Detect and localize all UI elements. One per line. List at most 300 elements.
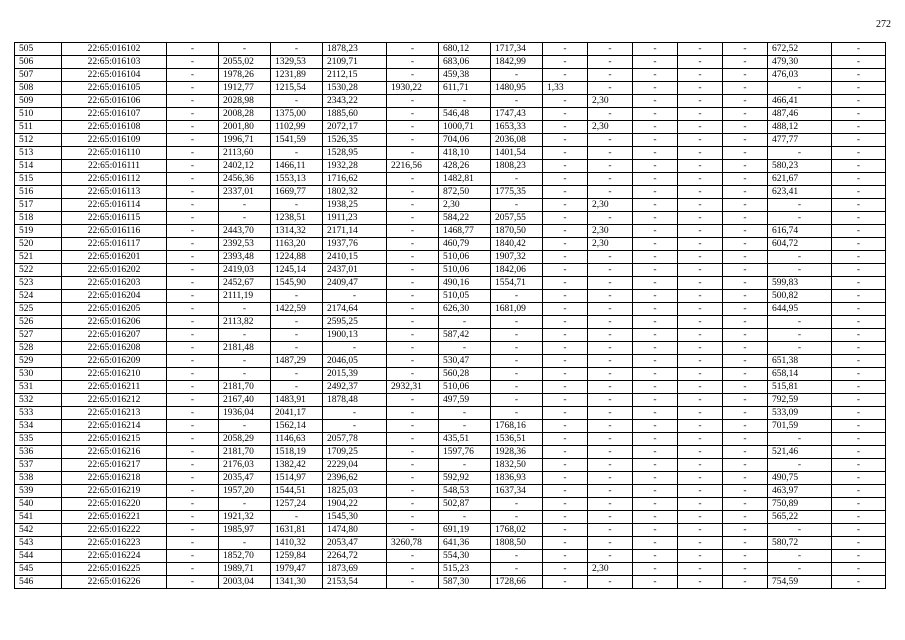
value-cell: 2036,08 [491, 134, 543, 147]
value-cell: 1979,47 [271, 563, 323, 576]
cadastral-id-cell: 22:65:016102 [62, 43, 167, 56]
cadastral-id-cell: 22:65:016106 [62, 95, 167, 108]
value-cell: - [678, 212, 723, 225]
value-cell: - [588, 264, 633, 277]
value-cell: - [723, 368, 768, 381]
value-cell: - [832, 446, 886, 459]
value-cell: - [387, 433, 439, 446]
value-cell: 1401,54 [491, 147, 543, 160]
value-cell: 463,97 [768, 485, 832, 498]
value-cell: 1930,22 [387, 82, 439, 95]
value-cell: - [678, 173, 723, 186]
value-cell: - [723, 433, 768, 446]
table-row [15, 381, 886, 394]
cadastral-id-cell: 22:65:016218 [62, 472, 167, 485]
value-cell: - [588, 186, 633, 199]
value-cell: - [543, 342, 588, 355]
value-cell: - [768, 316, 832, 329]
cadastral-id-cell: 22:65:016220 [62, 498, 167, 511]
cadastral-id-cell: 22:65:016219 [62, 485, 167, 498]
value-cell: 2111,19 [219, 290, 271, 303]
value-cell: - [723, 251, 768, 264]
value-cell: - [439, 511, 491, 524]
row-number-cell: 542 [15, 524, 62, 537]
value-cell: - [543, 121, 588, 134]
value-cell: - [491, 368, 543, 381]
value-cell: - [633, 212, 678, 225]
value-cell: - [491, 95, 543, 108]
value-cell: - [678, 446, 723, 459]
value-cell: - [167, 95, 219, 108]
value-cell: 1989,71 [219, 563, 271, 576]
value-cell: - [723, 381, 768, 394]
value-cell: - [723, 173, 768, 186]
value-cell: 599,83 [768, 277, 832, 290]
value-cell: - [723, 121, 768, 134]
value-cell: 554,30 [439, 550, 491, 563]
value-cell: - [678, 95, 723, 108]
table-row [15, 329, 886, 342]
value-cell: - [588, 511, 633, 524]
value-cell: - [633, 433, 678, 446]
value-cell: - [723, 160, 768, 173]
value-cell: 1382,42 [271, 459, 323, 472]
value-cell: 2409,47 [323, 277, 387, 290]
row-number-cell: 510 [15, 108, 62, 121]
value-cell: - [832, 459, 886, 472]
value-cell: 1928,36 [491, 446, 543, 459]
value-cell: 1146,63 [271, 433, 323, 446]
value-cell: 1709,25 [323, 446, 387, 459]
value-cell: - [543, 43, 588, 56]
value-cell: 2393,48 [219, 251, 271, 264]
table-row [15, 394, 886, 407]
value-cell: 546,48 [439, 108, 491, 121]
table-row [15, 472, 886, 485]
table-row [15, 121, 886, 134]
value-cell: 2216,56 [387, 160, 439, 173]
value-cell: 1978,26 [219, 69, 271, 82]
value-cell: - [633, 485, 678, 498]
value-cell: - [678, 342, 723, 355]
value-cell: - [832, 43, 886, 56]
value-cell: - [588, 43, 633, 56]
value-cell: - [678, 485, 723, 498]
value-cell: 1541,59 [271, 134, 323, 147]
value-cell: - [543, 433, 588, 446]
cadastral-id-cell: 22:65:016117 [62, 238, 167, 251]
value-cell: - [633, 329, 678, 342]
value-cell: - [387, 576, 439, 589]
value-cell: 1936,04 [219, 407, 271, 420]
cadastral-id-cell: 22:65:016206 [62, 316, 167, 329]
value-cell: - [832, 277, 886, 290]
value-cell: - [832, 212, 886, 225]
row-number-cell: 512 [15, 134, 62, 147]
value-cell: - [633, 225, 678, 238]
value-cell: 1985,97 [219, 524, 271, 537]
cadastral-id-cell: 22:65:016222 [62, 524, 167, 537]
cadastral-id-cell: 22:65:016210 [62, 368, 167, 381]
cadastral-id-cell: 22:65:016226 [62, 576, 167, 589]
table-row [15, 524, 886, 537]
row-number-cell: 546 [15, 576, 62, 589]
value-cell: - [633, 290, 678, 303]
value-cell: - [387, 56, 439, 69]
value-cell: - [219, 368, 271, 381]
value-cell: - [387, 472, 439, 485]
value-cell: - [633, 407, 678, 420]
value-cell: - [491, 550, 543, 563]
value-cell: 2,30 [588, 95, 633, 108]
value-cell: - [167, 342, 219, 355]
value-cell: - [723, 511, 768, 524]
value-cell: 476,03 [768, 69, 832, 82]
value-cell: - [768, 264, 832, 277]
value-cell: - [543, 524, 588, 537]
row-number-cell: 509 [15, 95, 62, 108]
value-cell: 1530,28 [323, 82, 387, 95]
value-cell: - [543, 329, 588, 342]
value-cell: - [723, 394, 768, 407]
value-cell: - [723, 277, 768, 290]
value-cell: - [167, 316, 219, 329]
value-cell: - [633, 303, 678, 316]
value-cell: 1215,54 [271, 82, 323, 95]
value-cell: - [633, 550, 678, 563]
value-cell: 497,59 [439, 394, 491, 407]
value-cell: - [633, 459, 678, 472]
value-cell: - [491, 342, 543, 355]
cadastral-id-cell: 22:65:016215 [62, 433, 167, 446]
row-number-cell: 507 [15, 69, 62, 82]
value-cell: 1832,50 [491, 459, 543, 472]
value-cell: 479,30 [768, 56, 832, 69]
cadastral-id-cell: 22:65:016221 [62, 511, 167, 524]
table-row [15, 251, 886, 264]
value-cell: 2167,40 [219, 394, 271, 407]
value-cell: - [723, 238, 768, 251]
value-cell: - [588, 82, 633, 95]
value-cell: 490,75 [768, 472, 832, 485]
value-cell: - [588, 407, 633, 420]
value-cell: - [167, 186, 219, 199]
value-cell: - [588, 459, 633, 472]
value-cell: - [723, 355, 768, 368]
cadastral-id-cell: 22:65:016207 [62, 329, 167, 342]
value-cell: - [678, 537, 723, 550]
value-cell: - [633, 121, 678, 134]
value-cell: - [543, 537, 588, 550]
value-cell: - [387, 524, 439, 537]
value-cell: - [387, 290, 439, 303]
value-cell: - [723, 199, 768, 212]
value-cell: - [167, 329, 219, 342]
value-cell: - [633, 446, 678, 459]
value-cell: - [832, 264, 886, 277]
value-cell: - [832, 69, 886, 82]
value-cell: - [588, 134, 633, 147]
value-cell: 2028,98 [219, 95, 271, 108]
value-cell: - [543, 485, 588, 498]
value-cell: 584,22 [439, 212, 491, 225]
value-cell: 500,82 [768, 290, 832, 303]
table-row [15, 173, 886, 186]
value-cell: 1483,91 [271, 394, 323, 407]
value-cell: - [633, 251, 678, 264]
value-cell: - [588, 108, 633, 121]
value-cell: - [219, 498, 271, 511]
value-cell: - [219, 537, 271, 550]
value-cell: 1314,32 [271, 225, 323, 238]
value-cell: - [167, 108, 219, 121]
value-cell: 1681,09 [491, 303, 543, 316]
value-cell: - [633, 186, 678, 199]
value-cell: - [387, 485, 439, 498]
value-cell: 1900,13 [323, 329, 387, 342]
value-cell: - [678, 186, 723, 199]
value-cell: 3260,78 [387, 537, 439, 550]
value-cell: - [832, 472, 886, 485]
value-cell: - [588, 550, 633, 563]
value-cell: - [543, 277, 588, 290]
table-row [15, 407, 886, 420]
value-cell: 2396,62 [323, 472, 387, 485]
value-cell: 623,41 [768, 186, 832, 199]
value-cell: - [167, 537, 219, 550]
value-cell: - [588, 472, 633, 485]
cadastral-id-cell: 22:65:016111 [62, 160, 167, 173]
value-cell: 2112,15 [323, 69, 387, 82]
value-cell: 2176,03 [219, 459, 271, 472]
value-cell: - [167, 576, 219, 589]
value-cell: - [588, 576, 633, 589]
value-cell: 2,30 [588, 563, 633, 576]
table-row [15, 342, 886, 355]
value-cell: 2,30 [588, 121, 633, 134]
table-row [15, 290, 886, 303]
value-cell: - [723, 264, 768, 277]
table-row [15, 56, 886, 69]
table-row [15, 199, 886, 212]
value-cell: - [723, 225, 768, 238]
table-row [15, 238, 886, 251]
value-cell: - [167, 303, 219, 316]
value-cell: - [543, 355, 588, 368]
table-row [15, 498, 886, 511]
value-cell: - [678, 147, 723, 160]
cadastral-id-cell: 22:65:016223 [62, 537, 167, 550]
value-cell: - [832, 381, 886, 394]
table-row [15, 277, 886, 290]
value-cell: 460,79 [439, 238, 491, 251]
value-cell: - [723, 485, 768, 498]
value-cell: 691,19 [439, 524, 491, 537]
value-cell: - [543, 264, 588, 277]
value-cell: - [832, 251, 886, 264]
value-cell: - [219, 420, 271, 433]
value-cell: - [271, 316, 323, 329]
value-cell: 1422,59 [271, 303, 323, 316]
value-cell: 2492,37 [323, 381, 387, 394]
value-cell: - [678, 498, 723, 511]
row-number-cell: 528 [15, 342, 62, 355]
value-cell: 1597,76 [439, 446, 491, 459]
value-cell: - [167, 251, 219, 264]
value-cell: - [387, 316, 439, 329]
value-cell: - [491, 69, 543, 82]
value-cell: - [543, 316, 588, 329]
value-cell: 1341,30 [271, 576, 323, 589]
value-cell: - [588, 381, 633, 394]
value-cell: - [768, 550, 832, 563]
value-cell: - [167, 459, 219, 472]
value-cell: - [167, 225, 219, 238]
value-cell: 521,46 [768, 446, 832, 459]
value-cell: - [167, 524, 219, 537]
value-cell: - [588, 303, 633, 316]
value-cell: 641,36 [439, 537, 491, 550]
value-cell: - [439, 316, 491, 329]
value-cell: - [633, 368, 678, 381]
value-cell: - [768, 199, 832, 212]
value-cell: 1545,30 [323, 511, 387, 524]
value-cell: - [633, 511, 678, 524]
row-number-cell: 513 [15, 147, 62, 160]
value-cell: - [723, 82, 768, 95]
value-cell: - [543, 134, 588, 147]
row-number-cell: 540 [15, 498, 62, 511]
value-cell: 1474,80 [323, 524, 387, 537]
cadastral-id-cell: 22:65:016209 [62, 355, 167, 368]
value-cell: - [167, 407, 219, 420]
value-cell: 1257,24 [271, 498, 323, 511]
value-cell: - [387, 199, 439, 212]
value-cell: - [832, 56, 886, 69]
value-cell: 477,77 [768, 134, 832, 147]
value-cell: 1836,93 [491, 472, 543, 485]
value-cell: - [219, 303, 271, 316]
row-number-cell: 521 [15, 251, 62, 264]
value-cell: - [723, 147, 768, 160]
value-cell: 1932,28 [323, 160, 387, 173]
value-cell: - [167, 82, 219, 95]
cadastral-id-cell: 22:65:016203 [62, 277, 167, 290]
value-cell: 2456,36 [219, 173, 271, 186]
value-cell: 2595,25 [323, 316, 387, 329]
value-cell: - [678, 290, 723, 303]
value-cell: - [588, 173, 633, 186]
value-cell: - [387, 355, 439, 368]
value-cell: 1329,53 [271, 56, 323, 69]
value-cell: - [633, 199, 678, 212]
value-cell: 2113,82 [219, 316, 271, 329]
value-cell: 2109,71 [323, 56, 387, 69]
value-cell: 435,51 [439, 433, 491, 446]
value-cell: 626,30 [439, 303, 491, 316]
cadastral-id-cell: 22:65:016217 [62, 459, 167, 472]
value-cell: - [543, 459, 588, 472]
value-cell: - [723, 316, 768, 329]
value-cell: - [832, 576, 886, 589]
value-cell: 487,46 [768, 108, 832, 121]
value-cell: - [271, 147, 323, 160]
value-cell: 1637,34 [491, 485, 543, 498]
row-number-cell: 534 [15, 420, 62, 433]
row-number-cell: 508 [15, 82, 62, 95]
value-cell: - [167, 147, 219, 160]
value-cell: 488,12 [768, 121, 832, 134]
value-cell: - [323, 420, 387, 433]
value-cell: - [723, 472, 768, 485]
value-cell: 1825,03 [323, 485, 387, 498]
value-cell: - [323, 342, 387, 355]
value-cell: - [491, 498, 543, 511]
value-cell: 510,05 [439, 290, 491, 303]
value-cell: - [723, 576, 768, 589]
value-cell: - [491, 329, 543, 342]
value-cell: - [588, 498, 633, 511]
value-cell: - [588, 433, 633, 446]
value-cell: 1544,51 [271, 485, 323, 498]
cadastral-id-cell: 22:65:016107 [62, 108, 167, 121]
value-cell: 2337,01 [219, 186, 271, 199]
row-number-cell: 532 [15, 394, 62, 407]
value-cell: - [439, 420, 491, 433]
value-cell: 1375,00 [271, 108, 323, 121]
value-cell: - [387, 277, 439, 290]
value-cell: 2343,22 [323, 95, 387, 108]
value-cell: 428,26 [439, 160, 491, 173]
value-cell: - [387, 212, 439, 225]
row-number-cell: 520 [15, 238, 62, 251]
value-cell: - [633, 147, 678, 160]
value-cell: 1842,99 [491, 56, 543, 69]
cadastral-id-cell: 22:65:016201 [62, 251, 167, 264]
value-cell: 418,10 [439, 147, 491, 160]
value-cell: - [323, 290, 387, 303]
value-cell: - [543, 95, 588, 108]
value-cell: - [588, 316, 633, 329]
value-cell: 1840,42 [491, 238, 543, 251]
value-cell: 611,71 [439, 82, 491, 95]
value-cell: - [219, 355, 271, 368]
value-cell: - [543, 563, 588, 576]
value-cell: - [167, 550, 219, 563]
cadastral-id-cell: 22:65:016109 [62, 134, 167, 147]
value-cell: - [832, 537, 886, 550]
value-cell: - [633, 316, 678, 329]
value-cell: 2153,54 [323, 576, 387, 589]
value-cell: - [678, 199, 723, 212]
value-cell: 2402,12 [219, 160, 271, 173]
value-cell: - [491, 511, 543, 524]
table-row [15, 303, 886, 316]
value-cell: - [723, 56, 768, 69]
value-cell: - [167, 160, 219, 173]
value-cell: 604,72 [768, 238, 832, 251]
value-cell: - [723, 407, 768, 420]
value-cell: 2229,04 [323, 459, 387, 472]
row-number-cell: 519 [15, 225, 62, 238]
value-cell: 2181,48 [219, 342, 271, 355]
value-cell: - [543, 394, 588, 407]
value-cell: 1653,33 [491, 121, 543, 134]
value-cell: 2,30 [439, 199, 491, 212]
value-cell: - [723, 563, 768, 576]
value-cell: - [167, 238, 219, 251]
value-cell: 680,12 [439, 43, 491, 56]
